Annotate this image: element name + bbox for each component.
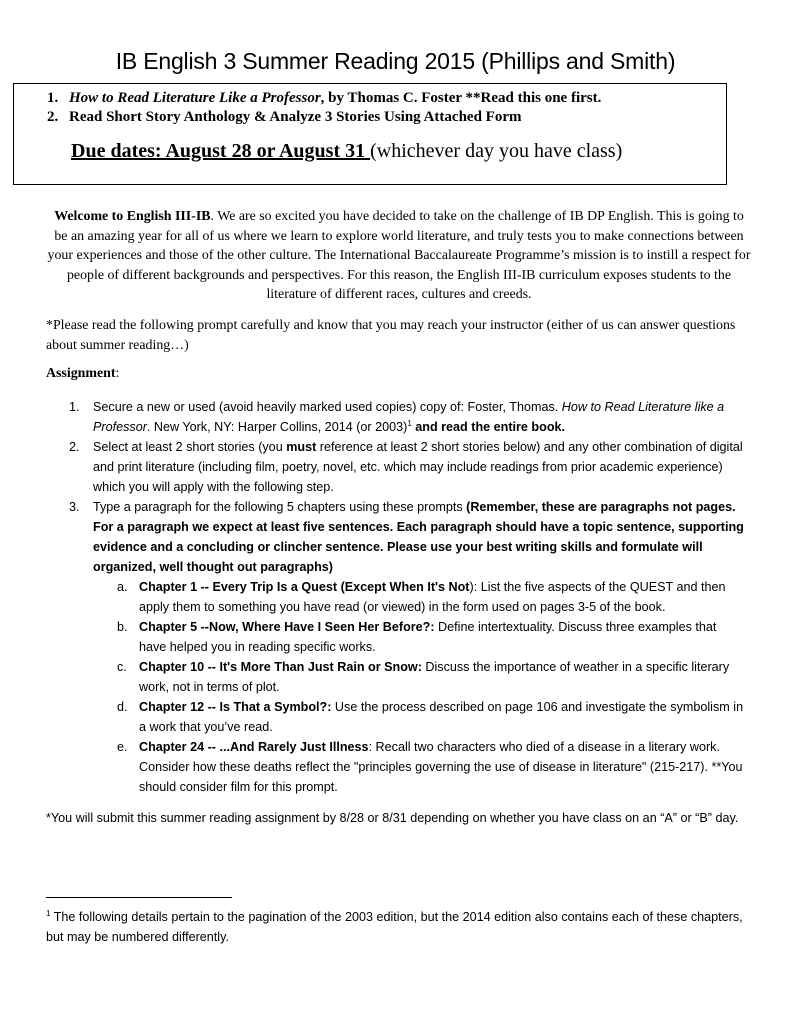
item-text-publisher: . New York, NY: Harper Collins, 2014 (or 2003) xyxy=(146,420,408,434)
due-dates xyxy=(71,140,622,163)
item-emphasis: (Remember, these are paragraphs not pages. For a paragraph we expect at least five sentences. Each paragraph should have a topic sentence, supporting evidence and a concluding or clincher sentence. Please use your best writing skills and formulate will organized, well thought out paragraphs) xyxy=(93,500,744,574)
item-emphasis: must xyxy=(286,440,317,454)
prompt-text: Define intertextuality. Discuss three examples that have helped you in reading specific works. xyxy=(139,620,717,654)
assignment-item-1 xyxy=(69,397,753,437)
header-box xyxy=(13,83,727,185)
prompt-letter: b. xyxy=(117,620,128,634)
item-text: Secure a new or used (avoid heavily marked used copies) copy of: Foster, Thomas. xyxy=(93,400,562,414)
item-book-title: How to Read Literature like a Professor xyxy=(93,400,725,434)
assignment-label: Assignment xyxy=(46,366,116,381)
footnote-divider xyxy=(46,897,232,898)
item-number: 1. xyxy=(69,400,80,414)
prompt-letter: e. xyxy=(117,740,128,754)
item-number: 3. xyxy=(69,500,80,514)
reading-item-2-number: 2. xyxy=(47,109,59,125)
chapter-prompt-1 xyxy=(117,577,745,617)
prompt-letter: c. xyxy=(117,660,127,674)
reading-item-2-text: Read Short Story Anthology & Analyze 3 Stories Using Attached Form xyxy=(69,109,522,125)
assignment-item-2 xyxy=(69,437,753,497)
reading-item-1-number: 1. xyxy=(47,90,59,106)
item-text: Select at least 2 short stories (you xyxy=(93,440,287,454)
footnote-text: The following details pertain to the pagination of the 2003 edition, but the 2014 edition also contains each of these chapters, but may be numbered differently. xyxy=(46,910,743,944)
prompt-text: ): List the five aspects of the QUEST and then apply them to something you have read (or viewed) in the form used on pages 3-5 of the book. xyxy=(139,580,726,614)
item-text: Type a paragraph for the following 5 chapters using these prompts xyxy=(93,500,467,514)
reading-item-2 xyxy=(47,109,522,126)
chapter-title: Chapter 10 -- It's More Than Just Rain or Snow: xyxy=(139,660,422,674)
footnote-reference: 1 xyxy=(407,418,412,428)
chapter-title: Chapter 24 -- ...And Rarely Just Illness xyxy=(139,740,369,754)
assignment-item-3 xyxy=(69,497,753,577)
footnote xyxy=(46,907,746,947)
book-title: How to Read Literature Like a Professor xyxy=(69,90,321,106)
welcome-paragraph xyxy=(46,207,752,305)
chapter-prompt-12 xyxy=(117,697,745,737)
welcome-lead: Welcome to English III-IB xyxy=(54,209,211,224)
prompt-text: : Recall two characters who died of a disease in a literary work. Consider how these deaths reflect the "principles governing the use of disease in literature" (215-217). **You should consider film for this prompt. xyxy=(139,740,743,794)
chapter-prompt-5 xyxy=(117,617,745,657)
chapter-title: Chapter 1 -- Every Trip Is a Quest (Except When It's Not xyxy=(139,580,470,594)
chapter-title: Chapter 12 -- Is That a Symbol?: xyxy=(139,700,332,714)
due-dates-note: (whichever day you have class) xyxy=(370,140,623,162)
assignment-heading xyxy=(46,366,119,382)
item-text-rest: reference at least 2 short stories below) and any other combination of digital and print literature (including film, poetry, novel, etc. which may include readings from prior academic experience) which you will apply with the following step. xyxy=(93,440,743,494)
item-emphasis: and read the entire book. xyxy=(411,420,566,434)
item-number: 2. xyxy=(69,440,80,454)
due-dates-label: Due dates: August 28 or August 31 xyxy=(71,140,371,162)
footnote-mark: 1 xyxy=(46,908,51,918)
prompt-letter: d. xyxy=(117,700,128,714)
welcome-body: . We are so excited you have decided to take on the challenge of IB DP English. This is going to be an amazing year for all of us where we learn to explore world literature, and truly tests you to make connections between your experiences and those of the other culture. The International Baccalaureate Programme’s mission is to instill a respect for people of different backgrounds and perspectives. For this reason, the English III-IB curriculum exposes students to the literature of different races, cultures and creeds. xyxy=(47,209,751,302)
page-title: IB English 3 Summer Reading 2015 (Phillips and Smith) xyxy=(115,48,676,74)
chapter-prompt-10 xyxy=(117,657,745,697)
assignment-colon: : xyxy=(115,366,120,381)
submission-note: *You will submit this summer reading assignment by 8/28 or 8/31 depending on whether you have class on an “A” or “B” day. xyxy=(46,811,739,825)
instructions-note: *Please read the following prompt carefully and know that you may reach your instructor (either of us can answer questions about summer reading…) xyxy=(46,318,736,353)
chapter-title: Chapter 5 --Now, Where Have I Seen Her Before?: xyxy=(139,620,435,634)
prompt-text: Discuss the importance of weather in a specific literary work, not in terms of plot. xyxy=(139,660,730,694)
chapter-prompt-24 xyxy=(117,737,745,797)
prompt-letter: a. xyxy=(117,580,128,594)
prompt-text: Use the process described on page 106 and investigate the symbolism in a work that you’ve read. xyxy=(139,700,744,734)
reading-item-1-rest: , by Thomas C. Foster **Read this one first. xyxy=(320,90,602,106)
reading-item-1 xyxy=(47,90,601,107)
